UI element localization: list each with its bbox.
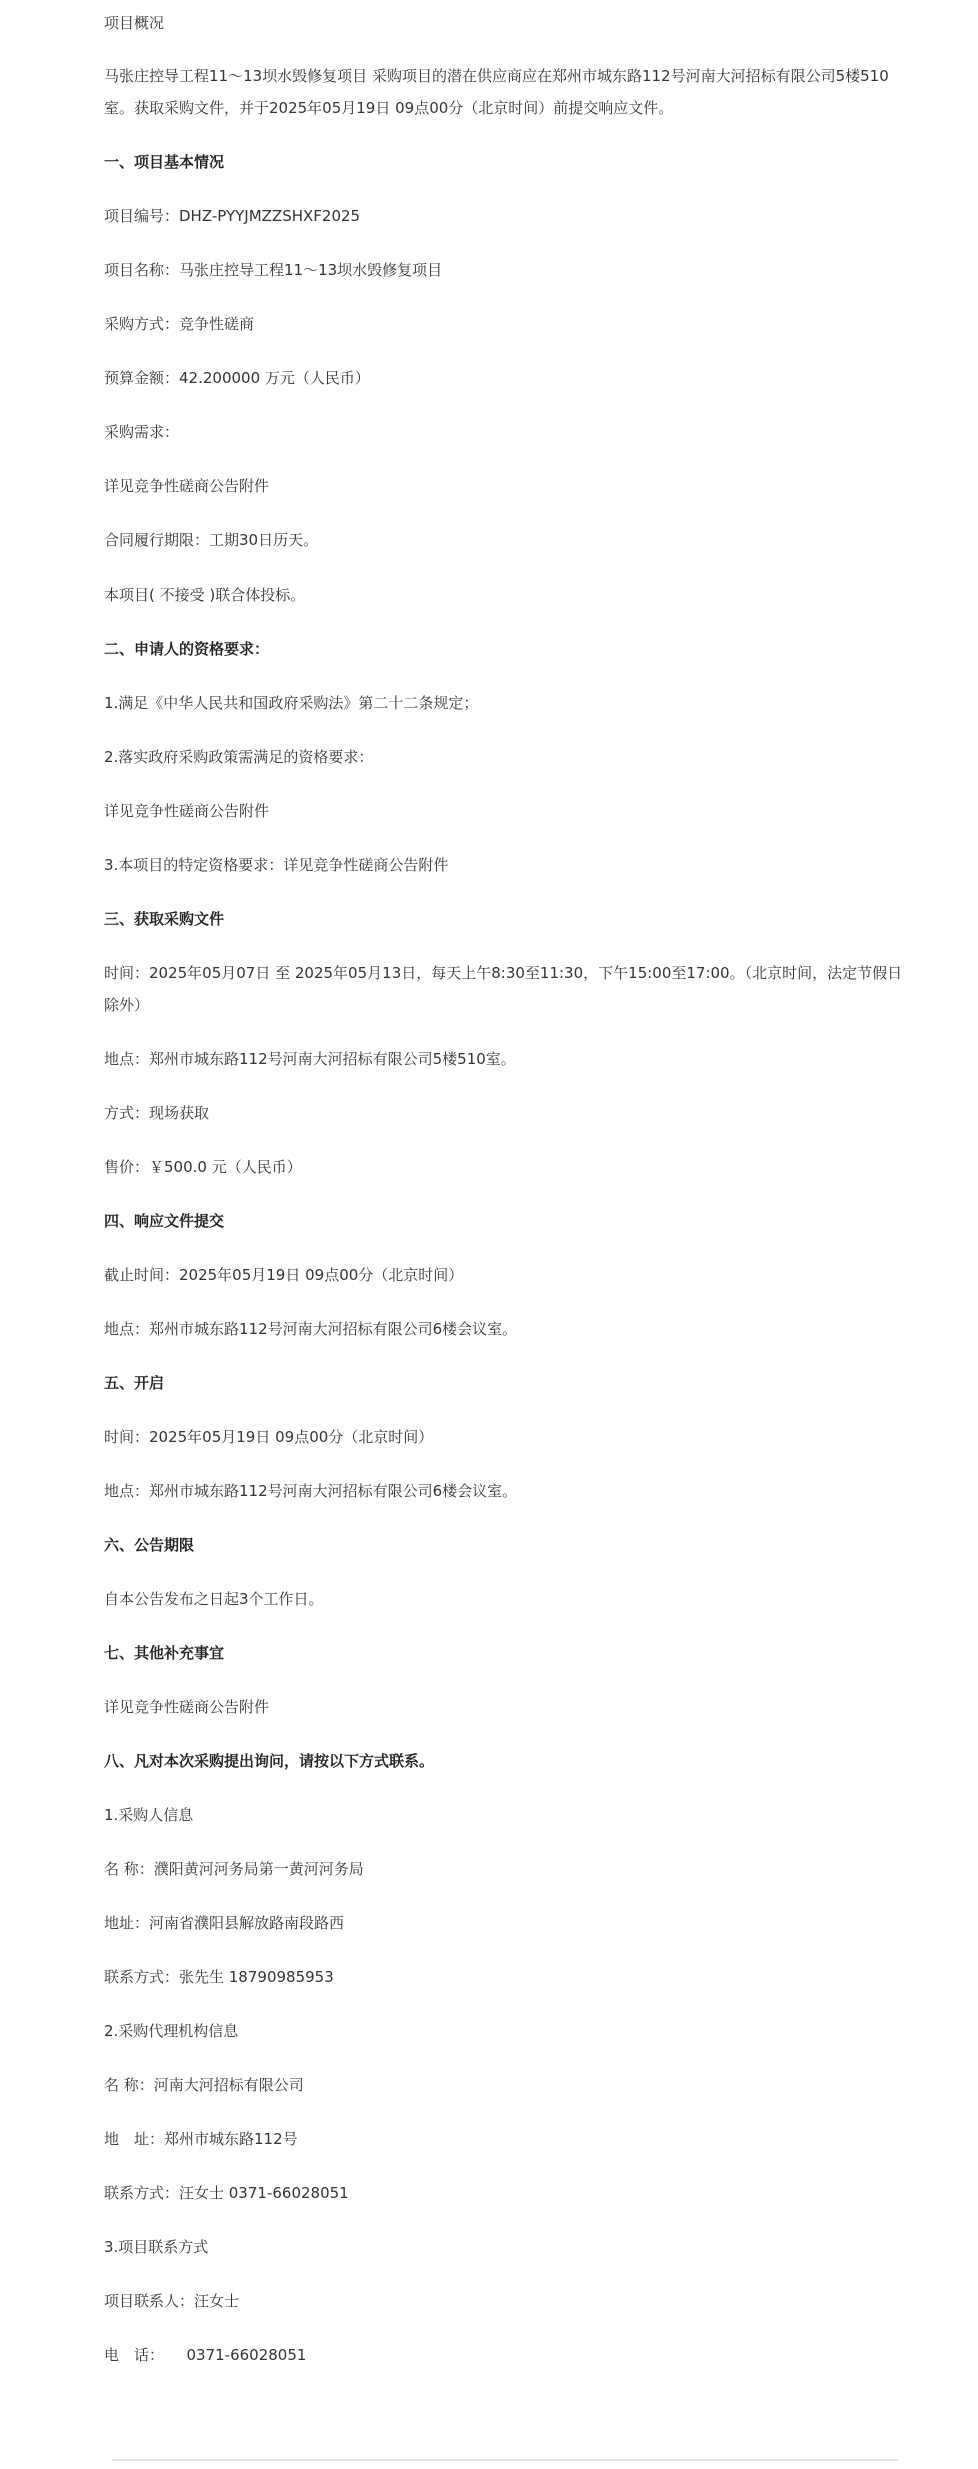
obtain-price: 售价：￥500.0 元（人民币） xyxy=(104,1158,302,1176)
project-number: 项目编号：DHZ-PYYJMZZSHXF2025 xyxy=(104,207,361,225)
section-7-heading: 七、其他补充事宜 xyxy=(104,1644,225,1662)
demand-label: 采购需求： xyxy=(104,423,180,441)
agency-name: 名 称：河南大河招标有限公司 xyxy=(104,2076,304,2094)
obtain-time: 时间：2025年05月07日 至 2025年05月13日，每天上午8:30至11:30，下午15:00至17:00。（北京时间，法定节假日除外） xyxy=(104,964,903,1014)
intro-paragraph: 马张庄控导工程11～13坝水毁修复项目 采购项目的潜在供应商应在郑州市城东路112号河南大河招标有限公司5楼510室。获取采购文件，并于2025年05月19日 09点00分（北京时间）前提交响应文件。 xyxy=(104,67,889,117)
section-5-heading: 五、开启 xyxy=(104,1374,165,1392)
section-3-heading: 三、获取采购文件 xyxy=(104,910,225,928)
contract-period: 合同履行期限：工期30日历天。 xyxy=(104,531,319,549)
submission-deadline: 截止时间：2025年05月19日 09点00分（北京时间） xyxy=(104,1266,464,1284)
project-name: 项目名称：马张庄控导工程11～13坝水毁修复项目 xyxy=(104,261,443,279)
agency-info-label: 2.采购代理机构信息 xyxy=(104,2022,239,2040)
consortium-note: 本项目( 不接受 )联合体投标。 xyxy=(104,586,306,604)
opening-time: 时间：2025年05月19日 09点00分（北京时间） xyxy=(104,1428,434,1446)
overview-label: 项目概况 xyxy=(104,14,165,32)
agency-address: 地 址：郑州市城东路112号 xyxy=(104,2130,298,2148)
section-6-heading: 六、公告期限 xyxy=(104,1536,195,1554)
other-matters: 详见竞争性磋商公告附件 xyxy=(104,1698,270,1716)
submission-location: 地点：郑州市城东路112号河南大河招标有限公司6楼会议室。 xyxy=(104,1320,518,1338)
qualification-item-1: 1.满足《中华人民共和国政府采购法》第二十二条规定； xyxy=(104,694,479,712)
footer-divider xyxy=(112,2459,898,2461)
qualification-item-3: 3.本项目的特定资格要求：详见竞争性磋商公告附件 xyxy=(104,856,449,874)
agency-contact: 联系方式：汪女士 0371-66028051 xyxy=(104,2184,349,2202)
budget-amount: 预算金额：42.200000 万元（人民币） xyxy=(104,369,370,387)
section-8-heading: 八、凡对本次采购提出询问，请按以下方式联系。 xyxy=(104,1752,435,1770)
buyer-info-label: 1.采购人信息 xyxy=(104,1806,194,1824)
obtain-way: 方式：现场获取 xyxy=(104,1104,210,1122)
demand-value: 详见竞争性磋商公告附件 xyxy=(104,477,270,495)
section-4-heading: 四、响应文件提交 xyxy=(104,1212,225,1230)
section-2-heading: 二、申请人的资格要求： xyxy=(104,640,270,658)
obtain-location: 地点：郑州市城东路112号河南大河招标有限公司5楼510室。 xyxy=(104,1050,516,1068)
buyer-contact: 联系方式：张先生 18790985953 xyxy=(104,1968,334,1986)
buyer-name: 名 称：濮阳黄河河务局第一黄河河务局 xyxy=(104,1860,364,1878)
notice-period: 自本公告发布之日起3个工作日。 xyxy=(104,1590,324,1608)
buyer-address: 地址：河南省濮阳县解放路南段路西 xyxy=(104,1914,345,1932)
section-1-heading: 一、项目基本情况 xyxy=(104,153,225,171)
project-contact-phone: 电 话： 0371-66028051 xyxy=(104,2346,307,2364)
qualification-item-2-value: 详见竞争性磋商公告附件 xyxy=(104,802,270,820)
procurement-method: 采购方式：竞争性磋商 xyxy=(104,315,255,333)
project-contact-person: 项目联系人：汪女士 xyxy=(104,2292,240,2310)
project-contact-label: 3.项目联系方式 xyxy=(104,2238,209,2256)
qualification-item-2: 2.落实政府采购政策需满足的资格要求： xyxy=(104,748,374,766)
opening-location: 地点：郑州市城东路112号河南大河招标有限公司6楼会议室。 xyxy=(104,1482,518,1500)
